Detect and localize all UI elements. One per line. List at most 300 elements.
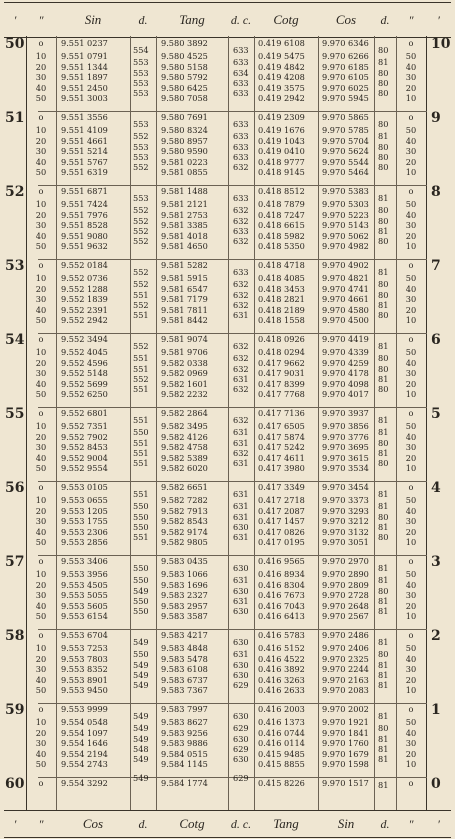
- row-seconds: 50: [35, 685, 47, 695]
- log-cos-value: 9.970 5062: [322, 230, 369, 241]
- log-cos-value: 9.970 6346: [322, 38, 369, 48]
- log-sin-value: 9.551 6871: [61, 186, 108, 196]
- log-tang-value: 9.583 4848: [161, 643, 208, 654]
- row-seconds: 50: [35, 537, 47, 547]
- log-cotg-value: 0.418 0294: [258, 347, 305, 358]
- tang-difference: 631: [233, 310, 249, 321]
- tang-difference: 629: [233, 723, 249, 734]
- sin-difference: 550: [133, 511, 149, 522]
- tang-difference: 632: [233, 384, 249, 395]
- row-seconds-right: 40: [405, 357, 417, 368]
- row-seconds: 10: [35, 643, 47, 654]
- log-tang-value: 9.582 8543: [161, 516, 208, 527]
- log-cos-value: 9.970 2002: [322, 704, 369, 714]
- log-cos-value: 9.970 5865: [322, 112, 369, 122]
- footer-diff: d.: [138, 816, 148, 831]
- sin-difference: 552: [133, 341, 149, 352]
- log-cotg-value: 0.416 6413: [258, 611, 305, 621]
- log-sin-value: 9.552 9004: [61, 452, 108, 463]
- cos-difference: 81: [378, 711, 389, 722]
- row-seconds: 20: [35, 505, 47, 516]
- minute-label: 51: [5, 110, 25, 126]
- cos-difference: 80: [378, 119, 389, 130]
- log-cotg-value: 0.418 5982: [258, 230, 305, 241]
- log-tang-value: 9.582 1601: [161, 378, 208, 389]
- sin-difference: 552: [133, 225, 149, 236]
- log-tang-value: 9.583 3587: [161, 611, 208, 621]
- log-tang-value: 9.583 2957: [161, 600, 208, 611]
- tang-difference: 632: [233, 415, 249, 426]
- log-sin-value: 9.553 8352: [61, 664, 108, 675]
- log-tang-value: 9.581 4018: [161, 230, 208, 241]
- sin-difference: 552: [133, 131, 149, 142]
- cos-difference: 80: [378, 279, 389, 290]
- sin-difference: 549: [133, 711, 149, 722]
- log-cos-value: 9.970 3615: [322, 452, 369, 463]
- cos-difference: 80: [378, 384, 389, 395]
- log-tang-value: 9.583 1696: [161, 579, 208, 590]
- log-cotg-value: 0.416 1373: [258, 717, 305, 728]
- log-tang-value: 9.582 7282: [161, 495, 208, 506]
- minute-label-right: 3: [431, 554, 441, 570]
- log-sin-value: 9.552 1288: [61, 283, 108, 294]
- row-seconds: 10: [35, 125, 47, 136]
- log-tang-value: 9.582 7913: [161, 505, 208, 516]
- header-seconds-right: ″: [408, 12, 414, 27]
- log-cos-value: 9.970 2406: [322, 643, 369, 654]
- minute-label: 59: [5, 702, 25, 718]
- row-seconds: 40: [35, 600, 47, 611]
- log-cos-value: 9.970 2486: [322, 630, 369, 640]
- log-sin-value: 9.551 0237: [61, 38, 108, 48]
- log-sin-value: 9.554 1097: [61, 727, 108, 738]
- cos-difference: 81: [378, 501, 389, 512]
- minute-label-right: 1: [431, 702, 441, 718]
- tang-difference: 630: [233, 563, 249, 574]
- log-sin-value: 9.551 0791: [61, 51, 108, 62]
- cos-difference: 81: [378, 743, 389, 754]
- sin-difference: 552: [133, 299, 149, 310]
- tang-difference: 631: [233, 373, 249, 384]
- header-minutes: ′: [13, 12, 17, 27]
- row-seconds-right: 40: [405, 431, 417, 442]
- row-seconds-right: 40: [405, 209, 417, 220]
- log-cos-value: 9.970 5544: [322, 156, 369, 167]
- log-cotg-value: 0.419 4208: [258, 72, 305, 83]
- tang-difference: 630: [233, 606, 249, 617]
- log-cotg-value: 0.419 4842: [258, 61, 305, 72]
- row-seconds: 10: [35, 421, 47, 432]
- row-seconds-right: 50: [405, 273, 417, 284]
- log-cos-value: 9.970 2244: [322, 664, 369, 675]
- log-cos-value: 9.970 6025: [322, 82, 369, 93]
- tang-difference: 631: [233, 575, 249, 586]
- row-seconds: 20: [35, 357, 47, 368]
- row-seconds-right: 30: [405, 516, 417, 527]
- tang-difference: 631: [233, 427, 249, 438]
- log-cos-value: 9.970 1760: [322, 738, 369, 749]
- log-sin-value: 9.553 1205: [61, 505, 108, 516]
- sin-difference: 549: [133, 723, 149, 734]
- cos-difference: 80: [378, 205, 389, 216]
- row-seconds: 20: [35, 209, 47, 220]
- log-cotg-value: 0.418 9145: [258, 167, 305, 177]
- log-cotg-value: 0.417 7768: [258, 389, 305, 399]
- log-sin-value: 9.551 6319: [61, 167, 108, 177]
- minute-label-right: 2: [431, 628, 441, 644]
- log-sin-value: 9.553 9999: [61, 704, 108, 714]
- row-seconds: 10: [35, 569, 47, 580]
- log-sin-value: 9.552 3494: [61, 334, 108, 344]
- log-sin-value: 9.551 4109: [61, 125, 108, 136]
- minute-label: 57: [5, 554, 25, 570]
- sin-difference: 550: [133, 575, 149, 586]
- log-sin-value: 9.553 5605: [61, 600, 108, 611]
- log-tang-value: 9.583 6108: [161, 664, 208, 675]
- row-seconds-right: 30: [405, 294, 417, 305]
- cos-difference: 81: [378, 57, 389, 68]
- sin-difference: 550: [133, 649, 149, 660]
- log-tang-value: 9.584 1145: [161, 759, 208, 769]
- cos-difference: 80: [378, 151, 389, 162]
- cos-difference: 80: [378, 45, 389, 56]
- tang-difference: 631: [233, 649, 249, 660]
- log-tang-value: 9.581 4650: [161, 241, 208, 251]
- row-seconds-right: 10: [405, 167, 417, 177]
- tang-difference: 632: [233, 215, 249, 226]
- cos-difference: 80: [378, 215, 389, 226]
- log-sin-value: 9.551 5767: [61, 156, 108, 167]
- tang-difference: 629: [233, 743, 249, 754]
- sin-difference: 552: [133, 205, 149, 216]
- cos-difference: 81: [378, 131, 389, 142]
- log-cos-value: 9.970 4339: [322, 347, 369, 358]
- log-sin-value: 9.553 6154: [61, 611, 108, 621]
- log-tang-value: 9.582 9805: [161, 537, 208, 547]
- log-cotg-value: 0.418 4718: [258, 260, 305, 270]
- log-cos-value: 9.970 2163: [322, 674, 369, 685]
- row-seconds: 40: [35, 156, 47, 167]
- log-cos-value: 9.970 4580: [322, 304, 369, 315]
- log-sin-value: 9.551 1897: [61, 72, 108, 83]
- tang-difference: 633: [233, 193, 249, 204]
- log-sin-value: 9.552 2391: [61, 304, 108, 315]
- sin-difference: 551: [133, 458, 149, 469]
- minute-label: 54: [5, 332, 25, 348]
- row-seconds-right: 20: [405, 156, 417, 167]
- log-tang-value: 9.582 9174: [161, 526, 208, 537]
- row-seconds: 30: [35, 664, 47, 675]
- cos-difference: 80: [378, 353, 389, 364]
- log-tang-value: 9.581 1488: [161, 186, 208, 196]
- log-tang-value: 9.582 0969: [161, 368, 208, 379]
- row-seconds: 50: [35, 463, 47, 473]
- log-sin-value: 9.554 0548: [61, 717, 108, 728]
- log-tang-value: 9.580 8324: [161, 125, 208, 136]
- sin-difference: 552: [133, 215, 149, 226]
- tang-difference: 633: [233, 45, 249, 56]
- cos-difference: 80: [378, 236, 389, 247]
- log-cotg-value: 0.416 0114: [258, 738, 305, 749]
- row-seconds-right: 50: [405, 199, 417, 210]
- row-seconds-right: 20: [405, 674, 417, 685]
- log-cos-value: 9.970 1598: [322, 759, 369, 769]
- log-sin-value: 9.552 6801: [61, 408, 108, 418]
- log-tang-value: 9.581 7179: [161, 294, 208, 305]
- sin-difference: 551: [133, 447, 149, 458]
- row-seconds-right: 50: [405, 643, 417, 654]
- row-seconds: o: [38, 630, 44, 640]
- minute-label: 58: [5, 628, 25, 644]
- cos-difference: 80: [378, 67, 389, 78]
- log-cotg-value: 0.416 7673: [258, 590, 305, 601]
- log-cos-value: 9.970 6185: [322, 61, 369, 72]
- cos-difference: 80: [378, 141, 389, 152]
- footer-minutes-right: ′: [437, 816, 440, 831]
- log-cos-value: 9.970 1841: [322, 727, 369, 738]
- log-cotg-value: 0.418 3453: [258, 283, 305, 294]
- cos-difference: 80: [378, 511, 389, 522]
- log-tang-value: 9.581 5915: [161, 273, 208, 284]
- row-seconds: 40: [35, 674, 47, 685]
- log-tang-value: 9.583 7367: [161, 685, 208, 695]
- row-seconds-right: o: [408, 112, 414, 122]
- log-sin-value: 9.554 1646: [61, 738, 108, 749]
- tang-difference: 629: [233, 680, 249, 691]
- log-cos-value: 9.970 5945: [322, 93, 369, 103]
- sin-difference: 550: [133, 563, 149, 574]
- cos-difference: 80: [378, 723, 389, 734]
- sin-difference: 554: [133, 45, 149, 56]
- log-cotg-value: 0.417 1457: [258, 516, 305, 527]
- row-seconds: 50: [35, 611, 47, 621]
- header-cos: Cos: [335, 12, 357, 27]
- tang-difference: 633: [233, 77, 249, 88]
- log-cotg-value: 0.417 5242: [258, 442, 305, 453]
- row-seconds: 40: [35, 82, 47, 93]
- log-cotg-value: 0.417 9031: [258, 368, 305, 379]
- cos-difference: 80: [378, 649, 389, 660]
- log-tang-value: 9.580 8957: [161, 135, 208, 146]
- log-cos-value: 9.970 5303: [322, 199, 369, 210]
- row-seconds-right: 40: [405, 727, 417, 738]
- row-seconds-right: 10: [405, 241, 417, 251]
- sin-difference: 550: [133, 595, 149, 606]
- log-cos-value: 9.970 4902: [322, 260, 369, 270]
- log-tang-value: 9.580 3892: [161, 38, 208, 48]
- log-cos-value: 9.970 6266: [322, 51, 369, 62]
- row-seconds-right: 50: [405, 347, 417, 358]
- log-sin-value: 9.553 1755: [61, 516, 108, 527]
- row-seconds: 40: [35, 452, 47, 463]
- tang-difference: 632: [233, 289, 249, 300]
- cos-difference: 80: [378, 88, 389, 99]
- log-cotg-value: 0.418 9777: [258, 156, 305, 167]
- tang-difference: 630: [233, 669, 249, 680]
- footer-cos: Cos: [82, 816, 104, 831]
- row-seconds: 40: [35, 748, 47, 759]
- sin-difference: 550: [133, 501, 149, 512]
- row-seconds: 50: [35, 389, 47, 399]
- tang-difference: 633: [233, 57, 249, 68]
- log-sin-value: 9.553 7803: [61, 653, 108, 664]
- tang-difference: 630: [233, 521, 249, 532]
- log-tang-value: 9.583 2327: [161, 590, 208, 601]
- log-cotg-value: 0.417 3349: [258, 482, 305, 492]
- tang-difference: 632: [233, 236, 249, 247]
- row-seconds-right: 30: [405, 664, 417, 675]
- row-seconds-right: 10: [405, 93, 417, 103]
- header-cos-diff: d.: [380, 12, 390, 27]
- log-cotg-value: 0.415 8226: [258, 778, 305, 788]
- log-sin-value: 9.552 0736: [61, 273, 108, 284]
- header-minutes-right: ′: [437, 12, 440, 27]
- footer-diff-right: d.: [380, 816, 390, 831]
- tang-difference: 631: [233, 595, 249, 606]
- log-cotg-value: 0.418 4085: [258, 273, 305, 284]
- log-cos-value: 9.970 5223: [322, 209, 369, 220]
- row-seconds: 20: [35, 431, 47, 442]
- log-cotg-value: 0.417 2718: [258, 495, 305, 506]
- tang-difference: 633: [233, 267, 249, 278]
- row-seconds: o: [38, 482, 44, 492]
- log-cos-value: 9.970 4178: [322, 368, 369, 379]
- log-cos-value: 9.970 3695: [322, 442, 369, 453]
- tang-difference: 633: [233, 131, 249, 142]
- log-sin-value: 9.553 0655: [61, 495, 108, 506]
- log-cos-value: 9.970 2728: [322, 590, 369, 601]
- log-tang-value: 9.582 6020: [161, 463, 208, 473]
- log-sin-value: 9.552 0184: [61, 260, 108, 270]
- footer-minutes: ′: [13, 816, 17, 831]
- sin-difference: 549: [133, 773, 149, 784]
- sin-difference: 552: [133, 267, 149, 278]
- log-tang-value: 9.583 8627: [161, 717, 208, 728]
- minute-label: 50: [5, 36, 25, 52]
- log-cotg-value: 0.418 7247: [258, 209, 305, 220]
- row-seconds: 50: [35, 759, 47, 769]
- sin-difference: 553: [133, 57, 149, 68]
- log-cos-value: 9.970 4017: [322, 389, 369, 399]
- log-cotg-value: 0.418 7879: [258, 199, 305, 210]
- log-sin-value: 9.554 2194: [61, 748, 108, 759]
- log-tang-value: 9.581 9706: [161, 347, 208, 358]
- sin-difference: 549: [133, 754, 149, 765]
- row-seconds: 30: [35, 146, 47, 157]
- log-sin-value: 9.552 9554: [61, 463, 108, 473]
- row-seconds-right: 40: [405, 579, 417, 590]
- log-cos-value: 9.970 3132: [322, 526, 369, 537]
- log-cos-value: 9.970 2567: [322, 611, 369, 621]
- log-tang-value: 9.583 0435: [161, 556, 208, 566]
- log-cotg-value: 0.416 8304: [258, 579, 305, 590]
- row-seconds: 30: [35, 590, 47, 601]
- row-seconds-right: 30: [405, 590, 417, 601]
- log-tang-value: 9.582 4758: [161, 442, 208, 453]
- sin-difference: 549: [133, 680, 149, 691]
- row-seconds-right: 50: [405, 569, 417, 580]
- tang-difference: 631: [233, 489, 249, 500]
- log-cos-value: 9.970 2970: [322, 556, 369, 566]
- log-cotg-value: 0.416 9565: [258, 556, 305, 566]
- cos-difference: 81: [378, 595, 389, 606]
- footer-sin: Sin: [337, 816, 355, 831]
- row-seconds-right: 50: [405, 717, 417, 728]
- log-tang-value: 9.581 2121: [161, 199, 208, 210]
- sin-difference: 550: [133, 606, 149, 617]
- cos-difference: 81: [378, 267, 389, 278]
- cos-difference: 81: [378, 780, 389, 790]
- log-cotg-value: 0.418 8512: [258, 186, 305, 196]
- cos-difference: 81: [378, 299, 389, 310]
- cos-difference: 81: [378, 637, 389, 648]
- log-cos-value: 9.970 3212: [322, 516, 369, 527]
- log-cotg-value: 0.417 6505: [258, 421, 305, 432]
- log-sin-value: 9.553 5055: [61, 590, 108, 601]
- sin-difference: 548: [133, 743, 149, 754]
- tang-difference: 629: [233, 773, 249, 784]
- cos-difference: 80: [378, 77, 389, 88]
- tang-difference: 632: [233, 341, 249, 352]
- log-sin-value: 9.552 7902: [61, 431, 108, 442]
- tang-difference: 633: [233, 88, 249, 99]
- log-tang-value: 9.582 5389: [161, 452, 208, 463]
- row-seconds-right: 10: [405, 315, 417, 325]
- log-tang-value: 9.583 1066: [161, 569, 208, 580]
- log-cotg-value: 0.419 1043: [258, 135, 305, 146]
- row-seconds-right: 30: [405, 146, 417, 157]
- header-sin-diff: d.: [138, 12, 148, 27]
- row-seconds: 30: [35, 442, 47, 453]
- sin-difference: 550: [133, 427, 149, 438]
- log-cos-value: 9.970 5785: [322, 125, 369, 136]
- log-tang-value: 9.581 0223: [161, 156, 208, 167]
- log-cotg-value: 0.416 2003: [258, 704, 305, 714]
- log-sin-value: 9.552 5699: [61, 378, 108, 389]
- sin-difference: 553: [133, 193, 149, 204]
- row-seconds: 40: [35, 378, 47, 389]
- row-seconds: 50: [35, 315, 47, 325]
- tang-difference: 633: [233, 151, 249, 162]
- row-seconds: 10: [35, 199, 47, 210]
- log-sin-value: 9.551 2450: [61, 82, 108, 93]
- row-seconds-right: 10: [405, 759, 417, 769]
- row-seconds: 20: [35, 653, 47, 664]
- log-tang-value: 9.583 5478: [161, 653, 208, 664]
- log-cotg-value: 0.419 2942: [258, 93, 305, 103]
- row-seconds: 10: [35, 51, 47, 62]
- row-seconds-right: 30: [405, 368, 417, 379]
- cos-difference: 81: [378, 489, 389, 500]
- log-cos-value: 9.970 3856: [322, 421, 369, 432]
- log-cotg-value: 0.417 3980: [258, 463, 305, 473]
- log-tang-value: 9.584 1774: [161, 778, 208, 788]
- log-cos-value: 9.970 4741: [322, 283, 369, 294]
- header-seconds: ″: [38, 12, 44, 27]
- sin-difference: 551: [133, 489, 149, 500]
- log-tang-value: 9.582 6651: [161, 482, 208, 492]
- row-seconds-right: o: [408, 38, 414, 48]
- footer-seconds: ″: [38, 816, 44, 831]
- tang-difference: 630: [233, 637, 249, 648]
- log-cotg-value: 0.416 4522: [258, 653, 305, 664]
- cos-difference: 81: [378, 575, 389, 586]
- footer-common-diff: d. c.: [230, 816, 252, 831]
- tang-difference: 633: [233, 225, 249, 236]
- log-sin-value: 9.553 7253: [61, 643, 108, 654]
- row-seconds-right: 20: [405, 378, 417, 389]
- log-cos-value: 9.970 3373: [322, 495, 369, 506]
